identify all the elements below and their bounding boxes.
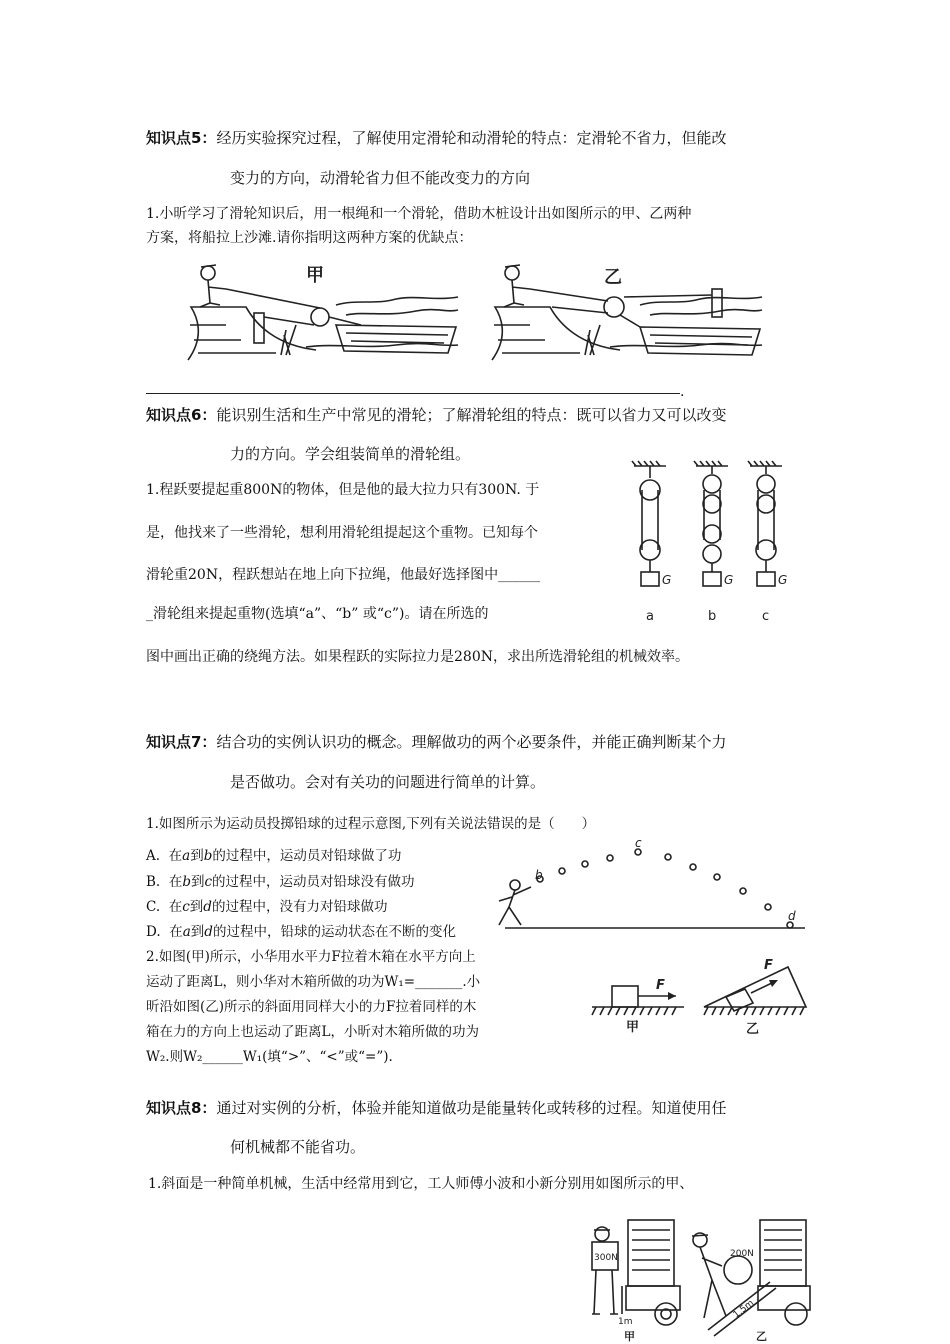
q5-1-line1: 1.小昕学习了滑轮知识后，用一根绳和一个滑轮，借助木桩设计出如图所示的甲、乙两种	[146, 206, 692, 222]
kp5-line1: 知识点5：经历实验探究过程，了解使用定滑轮和动滑轮的特点：定滑轮不省力，但能改	[146, 129, 727, 147]
system-label-a: a	[646, 609, 654, 624]
q5-1-line2: 方案，将船拉上沙滩.请你指明这两种方案的优缺点：	[146, 230, 473, 246]
q5-1-answer-line	[146, 393, 680, 394]
shot-put-figure	[485, 835, 810, 935]
kp8-line2: 何机械都不能省功。	[230, 1138, 366, 1156]
q7-1-option-d: D. 在a到d的过程中，铅球的运动状态在不断的变化	[146, 924, 456, 940]
q7-2-line1: 2.如图(甲)所示，小华用水平力F拉着木箱在水平方向上	[146, 949, 476, 965]
q6-1-line5: 图中画出正确的绕绳方法。如果程跃的实际拉力是280N，求出所选滑轮组的机械效率。	[146, 649, 689, 665]
point-d-label: d	[788, 909, 796, 923]
point-c-label: c	[635, 836, 642, 850]
weight-label-a: G	[662, 573, 672, 587]
q7-2-line3: 昕沿如图(乙)所示的斜面用同样大小的力F拉着同样的木	[146, 999, 477, 1015]
q6-1-line1: 1.程跃要提起重800N的物体，但是他的最大拉力只有300N. 于	[146, 482, 540, 498]
q7-1-option-b: B. 在b到c的过程中，运动员对铅球没有做功	[146, 874, 415, 890]
kp8-line1: 知识点8：通过对实例的分析，体验并能知道做功是能量转化或转移的过程。知道使用任	[146, 1099, 727, 1117]
q5-1-answer-end: .	[680, 384, 685, 400]
box-figure-b-label: 乙	[746, 1022, 760, 1037]
force-label-a: F	[656, 978, 665, 993]
kp6-line1: 知识点6：能识别生活和生产中常见的滑轮；了解滑轮组的特点：既可以省力又可以改变	[146, 406, 727, 424]
kp5-line2: 变力的方向，动滑轮省力但不能改变力的方向	[230, 169, 531, 187]
force-label-b: F	[764, 958, 773, 973]
workers-figure-b-label: 乙	[756, 1330, 767, 1343]
kp7-line2: 是否做功。会对有关功的问题进行简单的计算。	[230, 773, 546, 791]
kp6-line2: 力的方向。学会组装简单的滑轮组。	[230, 445, 471, 463]
q6-1-line2: 是，他找来了一些滑轮，想利用滑轮组提起这个重物。已知每个	[146, 525, 538, 541]
system-label-b: b	[708, 609, 717, 624]
incline-workers-figure	[580, 1218, 812, 1344]
pulley-systems-figure	[628, 460, 798, 625]
box-pulling-figure	[588, 955, 813, 1040]
scene-a-label: 甲	[306, 265, 324, 286]
q7-1-stem: 1.如图所示为运动员投掷铅球的过程示意图,下列有关说法错误的是（ ）	[146, 816, 596, 832]
worker-a-weight: 300N	[594, 1253, 618, 1263]
q6-1-line3: 滑轮重20N，程跃想站在地上向下拉绳，他最好选择图中______	[146, 567, 541, 583]
height-label: 1m	[618, 1317, 633, 1327]
q7-1-option-c: C. 在c到d的过程中，没有力对铅球做功	[146, 899, 388, 915]
workers-figure-a-label: 甲	[624, 1330, 635, 1343]
slope-label: 1.5m	[731, 1298, 757, 1321]
weight-label-c: G	[778, 573, 788, 587]
point-b-label: b	[535, 868, 543, 882]
q7-2-line2: 运动了距离L，则小华对木箱所做的功为W₁=_______.小	[146, 974, 481, 990]
q8-1-line1: 1.斜面是一种简单机械，生活中经常用到它，工人师傅小波和小新分别用如图所示的甲、	[148, 1176, 694, 1192]
system-label-c: c	[762, 609, 770, 624]
worker-b-weight: 200N	[730, 1249, 754, 1259]
q7-1-option-a: A. 在a到b的过程中，运动员对铅球做了功	[146, 848, 402, 864]
pulley-scene-b-figure	[490, 255, 765, 365]
q7-2-line5: W₂.则W₂______W₁(填“>”、“<”或“=”).	[146, 1049, 393, 1065]
scene-b-label: 乙	[604, 267, 622, 288]
q7-2-line4: 箱在力的方向上也运动了距离L，小昕对木箱所做的功为	[146, 1024, 479, 1040]
pulley-scene-a-figure	[186, 255, 461, 365]
kp7-line1: 知识点7：结合功的实例认识功的概念。理解做功的两个必要条件，并能正确判断某个力	[146, 733, 727, 751]
kp5-label: 知识点5：	[146, 129, 217, 147]
q6-1-line4: _滑轮组来提起重物(选填“a”、“b” 或“c”)。请在所选的	[146, 606, 489, 622]
kp7-label: 知识点7：	[146, 733, 217, 751]
kp8-label: 知识点8：	[146, 1099, 217, 1117]
kp6-label: 知识点6：	[146, 406, 217, 424]
weight-label-b: G	[724, 573, 734, 587]
box-figure-a-label: 甲	[626, 1020, 640, 1035]
